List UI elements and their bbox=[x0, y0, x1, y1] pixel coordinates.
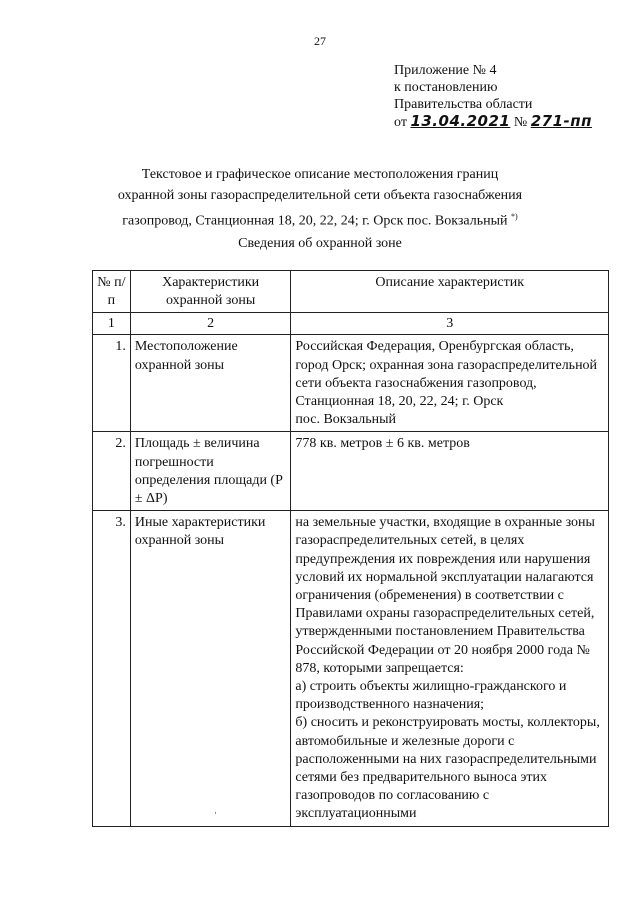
appendix-line-4 bbox=[394, 113, 592, 131]
appendix-block bbox=[394, 62, 592, 131]
row-number: 1. bbox=[93, 335, 131, 432]
appendix-line-3: Правительства области bbox=[394, 97, 533, 112]
row-description: на земельные участки, входящие в охранные зоны газораспределительных сетей, в целях предупреждения их повреждения или нарушения условий их нормальной эксплуатации налагаются ограничения (обременения) в соответствии с Правилами охраны газораспределительных сетей, утвержденными постановлением Правительства Российской Федерации от 20 ноября 2000 года № 878, которыми запрещается: а) строить объекты жилищно-гражданского и производственного назначения; б) сносить и реконструировать мосты, коллекторы, автомобильные и железные дороги с расположенными на них газораспределительными сетями без предварительного выноса этих газопроводов по согласованию с эксплуатационными bbox=[291, 511, 609, 826]
appendix-line-2: к постановлению bbox=[394, 80, 498, 95]
title-line-1: Текстовое и графическое описание местоположения границ bbox=[141, 167, 499, 182]
section-subtitle: Сведения об охранной зоне bbox=[238, 236, 402, 251]
handwritten-date: 13.04.2021 bbox=[410, 112, 511, 130]
title-line-2: охранной зоны газораспределительной сети объекта газоснабжения bbox=[117, 188, 523, 203]
row-description: Российская Федерация, Оренбургская область, город Орск; охранная зона газораспределительной сети объекта газоснабжения газопровод, Станционная 18, 20, 22, 24; г. Орск пос. Вокзальный bbox=[291, 335, 609, 432]
appendix-line-1: Приложение № 4 bbox=[394, 63, 497, 78]
number-label: № bbox=[513, 115, 528, 130]
column-number-row bbox=[93, 313, 609, 335]
row-characteristic: Иные характеристики охранной зоны bbox=[130, 511, 291, 826]
column-number-3: 3 bbox=[291, 313, 609, 335]
column-number-1: 1 bbox=[93, 313, 131, 335]
title-line-3-text: газопровод, Станционная 18, 20, 22, 24; г. Орск пос. Вокзальный bbox=[122, 213, 508, 229]
table-row bbox=[93, 335, 609, 432]
header-description: Описание характеристик bbox=[291, 271, 609, 313]
document-title bbox=[0, 164, 640, 232]
row-characteristic: Площадь ± величина погрешности определения площади (Р ± ΔР) bbox=[130, 432, 291, 511]
row-description: 778 кв. метров ± 6 кв. метров bbox=[291, 432, 609, 511]
footnote-mark: *) bbox=[511, 212, 518, 221]
table-row bbox=[93, 432, 609, 511]
title-line-3 bbox=[0, 206, 640, 232]
table-row bbox=[93, 511, 609, 826]
header-characteristics: Характеристики охранной зоны bbox=[130, 271, 291, 313]
scan-speck: · bbox=[214, 808, 217, 818]
row-characteristic: Местоположение охранной зоны bbox=[130, 335, 291, 432]
row-number: 3. bbox=[93, 511, 131, 826]
from-label: от bbox=[394, 115, 407, 130]
row-number: 2. bbox=[93, 432, 131, 511]
page-number: 27 bbox=[314, 34, 326, 48]
column-number-2: 2 bbox=[130, 313, 291, 335]
header-number: № п/п bbox=[93, 271, 131, 313]
table-header-row bbox=[93, 271, 609, 313]
handwritten-number: 271-пп bbox=[530, 112, 592, 130]
zone-info-table bbox=[92, 270, 609, 827]
